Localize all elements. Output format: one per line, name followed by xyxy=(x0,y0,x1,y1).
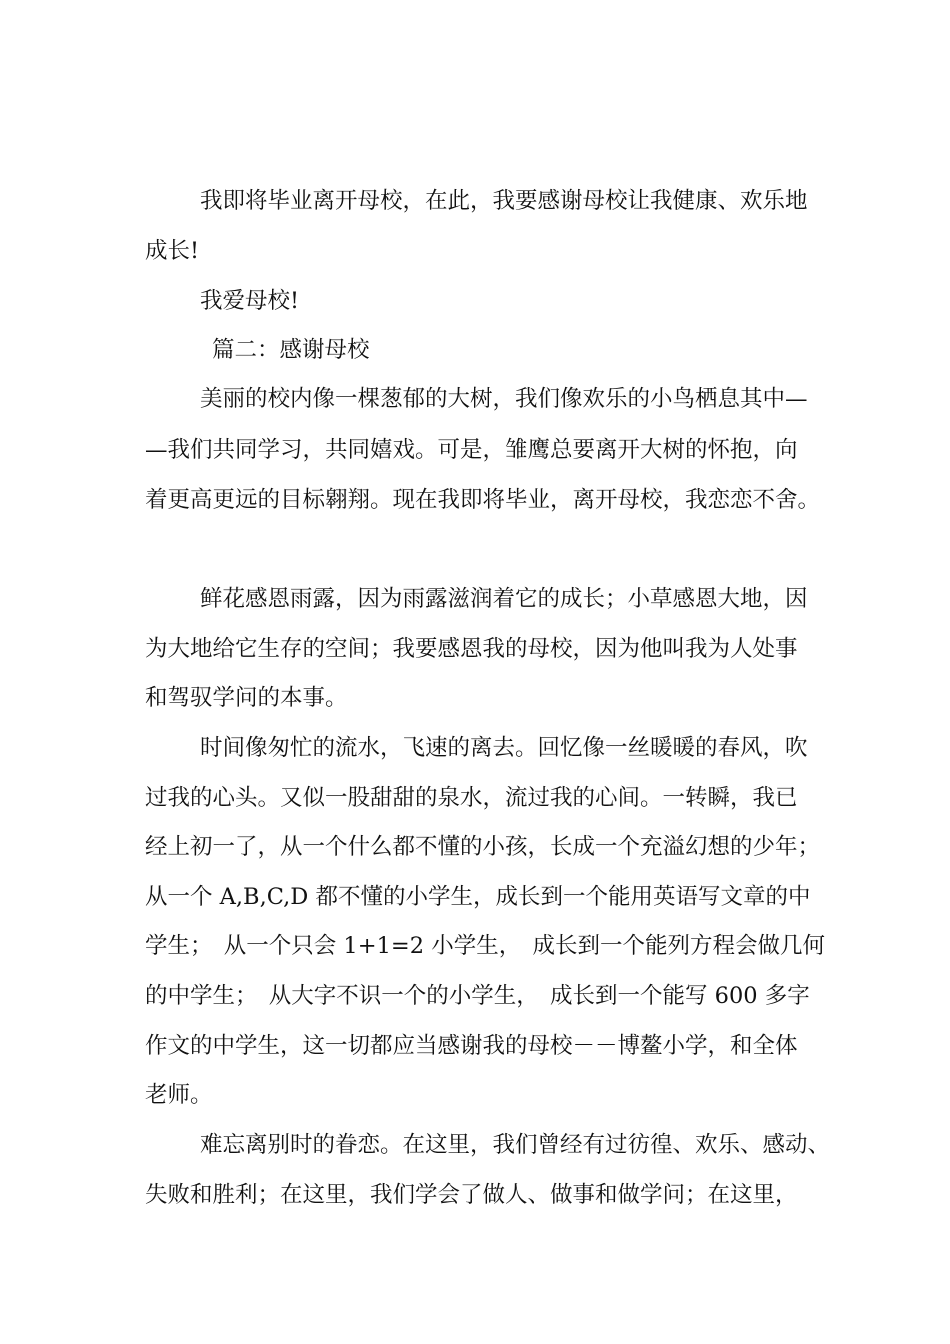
text-line: 鲜花感恩雨露，因为雨露滋润着它的成长；小草感恩大地，因 xyxy=(200,586,808,612)
text-line: 和驾驭学问的本事。 xyxy=(145,685,348,711)
text-line: 经上初一了，从一个什么都不懂的小孩，长成一个充溢幻想的少年； xyxy=(145,834,821,860)
text-line: 从一个 A,B,C,D 都不懂的小学生，成长到一个能用英语写文章的中 xyxy=(145,884,811,910)
text-line: 的中学生； 从大字不识一个的小学生， 成长到一个能写 600 多字 xyxy=(145,983,810,1009)
text-line: 作文的中学生，这一切都应当感谢我的母校－－博鳌小学，和全体 xyxy=(145,1033,798,1059)
text-line: 我爱母校! xyxy=(200,288,300,314)
text-line: 难忘离别时的眷恋。在这里，我们曾经有过彷徨、欢乐、感动、 xyxy=(200,1132,831,1158)
text-line: 为大地给它生存的空间；我要感恩我的母校，因为他叫我为人处事 xyxy=(145,636,798,662)
text-line: 着更高更远的目标翱翔。现在我即将毕业，离开母校，我恋恋不舍。 xyxy=(145,487,821,513)
text-line: 老师。 xyxy=(145,1082,213,1108)
section-heading: 篇二：感谢母校 xyxy=(212,337,370,363)
text-line: 成长! xyxy=(145,238,200,264)
text-line: 美丽的校内像一棵葱郁的大树，我们像欢乐的小鸟栖息其中— xyxy=(200,386,808,412)
text-line: 学生； 从一个只会 1+1=2 小学生， 成长到一个能列方程会做几何 xyxy=(145,933,825,959)
text-line: 时间像匆忙的流水，飞速的离去。回忆像一丝暖暖的春风，吹 xyxy=(200,735,808,761)
text-line: 我即将毕业离开母校，在此，我要感谢母校让我健康、欢乐地 xyxy=(200,188,808,214)
text-line: 过我的心头。又似一股甜甜的泉水，流过我的心间。一转瞬，我已 xyxy=(145,785,798,811)
text-line: 失败和胜利；在这里，我们学会了做人、做事和做学问；在这里， xyxy=(145,1182,798,1208)
text-line: —我们共同学习，共同嬉戏。可是，雏鹰总要离开大树的怀抱，向 xyxy=(145,437,798,463)
